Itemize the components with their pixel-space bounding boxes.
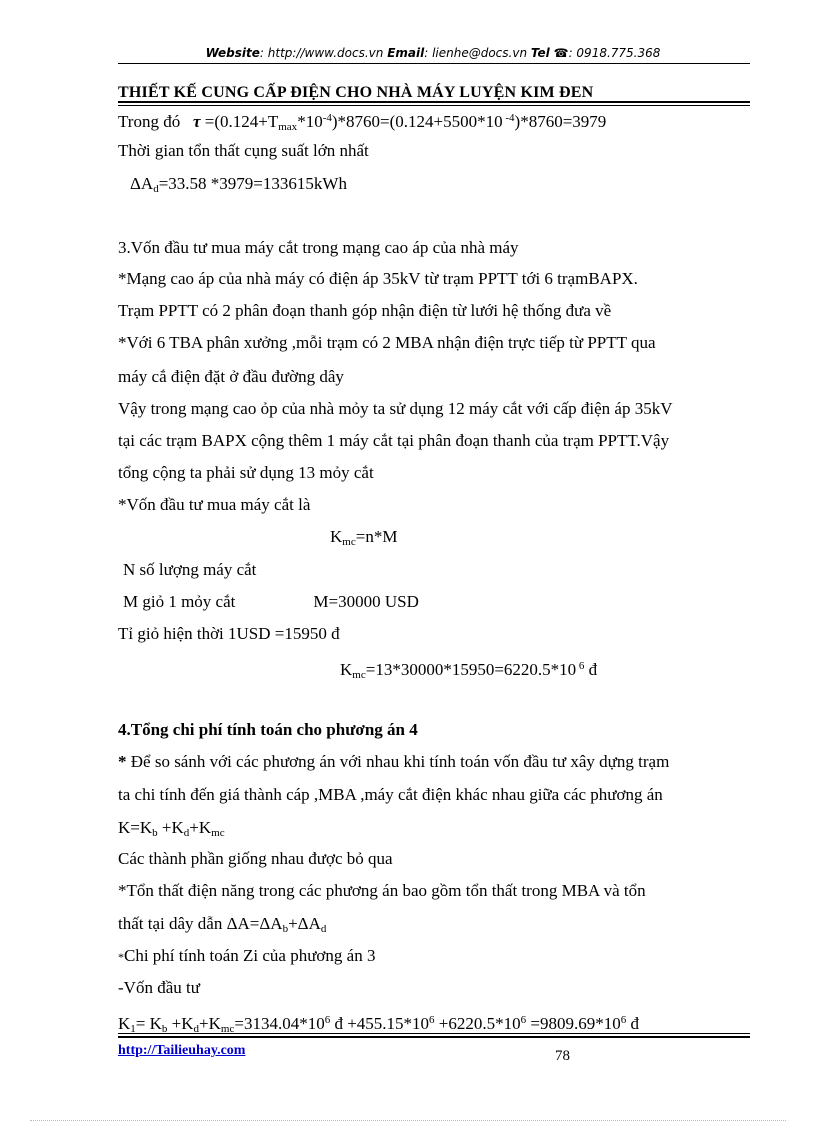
line-tau: Trong đó $\tau =(0.124+T_{max}*10^{-4})*8760=(0.124+5500*10$ $^{-4}$)*8760=3979 (118, 112, 607, 133)
title-rule-thin (118, 105, 750, 106)
footer-rule-thick (118, 1036, 750, 1038)
tel-label: Tel (530, 46, 550, 60)
footer-rule-thin (118, 1033, 750, 1034)
line-loss-time: Thời gian tổn thất cụng suất lớn nhất (118, 141, 369, 160)
tel-value: : 0918.775.368 (568, 46, 661, 60)
paragraph-line: *Với 6 TBA phân xưởng ,mỗi trạm có 2 MBA nhận điện trực tiếp từ PPTT qua (118, 333, 656, 352)
paragraph-line: N số lượng máy cắt (123, 560, 257, 579)
line-delta-ad: $\Delta A_d=33.58$ *3979=133615kWh (130, 174, 347, 195)
page-header (118, 46, 748, 60)
paragraph-line: máy cắ điện đặt ở đầu đường dây (118, 367, 344, 386)
paragraph-line: Trạm PPTT có 2 phân đoạn thanh góp nhận điện từ lưới hệ thống đưa về (118, 301, 612, 320)
paragraph-line: *Vốn đầu tư mua máy cắt là (118, 495, 311, 514)
paragraph-line: * Để so sánh với các phương án với nhau khi tính toán vốn đầu tư xây dựng trạm (118, 752, 670, 771)
header-divider (118, 63, 750, 64)
page-edge-divider (30, 1120, 786, 1121)
formula-k1: $K_1= K_b +K_d+K_{mc}=3134.04*10^6$ đ $+455.15*10^6 +6220.5*10^6 =9809.69*10^6$ đ (118, 1014, 639, 1035)
email-value: : lienhe@docs.vn (424, 46, 528, 60)
paragraph-line: Vậy trong mạng cao ỏp của nhà mỏy ta sử dụng 12 máy cắt với cấp điện áp 35kV (118, 399, 673, 418)
website-url: : http://www.docs.vn (259, 46, 384, 60)
paragraph-line: *Chi phí tính toán Zi của phương án 3 (118, 946, 376, 965)
paragraph-line: Tỉ giỏ hiện thời 1USD =15950 đ (118, 624, 340, 643)
page-number: 78 (555, 1048, 570, 1064)
paragraph-line: *Mạng cao áp của nhà máy có điện áp 35kV từ trạm PPTT tới 6 trạmBAPX. (118, 269, 638, 288)
line-price: M giỏ 1 mỏy cắt M=30000 USD (123, 592, 419, 611)
website-label: Website (205, 46, 260, 60)
formula-delta-a: thất tại dây dẫn $\Delta A=\Delta A_b+\Delta A_d$ (118, 914, 327, 935)
section-3-heading: 3.Vốn đầu tư mua máy cắt trong mạng cao áp của nhà máy (118, 238, 519, 257)
formula-kmc-value: $K_{mc}=13*30000*15950=6220.5*10$ $^6$ đ (340, 660, 598, 681)
document-title: THIẾT KẾ CUNG CẤP ĐIỆN CHO NHÀ MÁY LUYỆN KIM ĐEN (118, 84, 594, 101)
paragraph-line: -Vốn đầu tư (118, 978, 200, 997)
paragraph-line: tổng cộng ta phải sử dụng 13 mỏy cắt (118, 463, 374, 482)
formula-k-sum: $K=K_b +K_d+K_{mc}$ (118, 818, 225, 839)
paragraph-line: *Tổn thất điện năng trong các phương án bao gồm tổn thất trong MBA và tổn (118, 881, 646, 900)
phone-icon: ☎ (553, 46, 569, 60)
paragraph-line: ta chi tính đến giá thành cáp ,MBA ,máy cắt điện khác nhau giữa các phương án (118, 785, 663, 804)
formula-kmc: $K_{mc}=n*M$ (330, 527, 398, 548)
email-label: Email (387, 46, 425, 60)
paragraph-line: tại các trạm BAPX cộng thêm 1 máy cắt tại phân đoạn thanh của trạm PPTT.Vậy (118, 431, 670, 450)
paragraph-line: Các thành phần giống nhau được bỏ qua (118, 849, 393, 868)
footer-link[interactable]: http://Tailieuhay.com (118, 1043, 246, 1058)
section-4-heading: 4.Tổng chi phí tính toán cho phương án 4 (118, 720, 418, 739)
title-rule-thick (118, 101, 750, 103)
